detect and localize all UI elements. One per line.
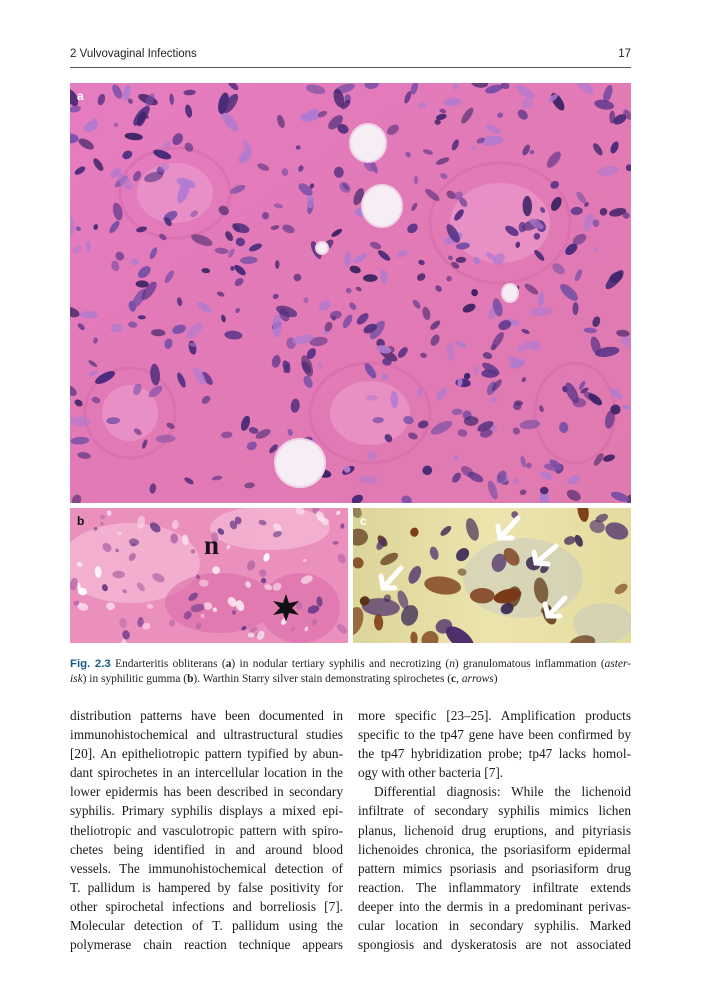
text-line: Molecular detection of T. pallidum using the <box>70 918 343 934</box>
running-header <box>70 46 631 66</box>
panel-c-image <box>353 508 631 643</box>
text-line: ogy with other bacteria [7]. <box>358 765 504 781</box>
text-line: T. pallidum is hampered by false positivity for <box>70 879 343 895</box>
text-line: distribution patterns have been documented in <box>70 708 343 723</box>
header-rule <box>70 67 631 68</box>
text-line: reaction. The inflammatory infiltrate extends <box>358 879 631 895</box>
panel-a-micrograph <box>70 83 631 503</box>
left-text-column <box>70 706 343 954</box>
panel-c-letter: c <box>360 514 367 528</box>
caption-line-1: Fig. 2.3 Endarteritis obliterans (a) in nodular tertiary syphilis and necrotizing (n) granulomatous inflammation (aster- <box>70 658 631 670</box>
panel-b-micrograph <box>70 508 348 643</box>
text-line: chetes being identified in and around blood <box>70 841 343 857</box>
text-line: theliotropic and vasculotropic pattern with spiro- <box>70 822 343 838</box>
panel-b-letter: b <box>77 514 85 528</box>
necrosis-marker-n: n <box>204 530 220 560</box>
text-line: spongiosis and dyskeratosis are not associated <box>358 937 631 953</box>
page-number: 17 <box>618 48 631 60</box>
text-line: specific to the tp47 gene have been confirmed by <box>358 727 631 743</box>
panel-b-image <box>70 508 348 643</box>
text-line: lower epidermis has been described in secondary <box>70 784 343 800</box>
text-line: the tp47 hybridization probe; tp47 lacks homol- <box>358 746 631 762</box>
panel-c-micrograph <box>353 508 631 643</box>
text-line: deeper into the dermis in a predominant perivas- <box>358 898 631 914</box>
text-line: syphilis. Primary syphilis displays a mixed epi- <box>70 803 343 819</box>
figure-label: Fig. 2.3 <box>70 658 111 670</box>
right-text-column <box>358 706 631 954</box>
text-line: more specific [23–25]. Amplification products <box>358 708 631 723</box>
text-line: dant spirochetes in an intercellular location in the <box>70 765 343 781</box>
text-line: lichenoides chronica, the psoriasiform epidermal <box>358 841 631 857</box>
asterisk-marker-icon <box>272 594 300 622</box>
figure-2-3 <box>70 83 631 643</box>
text-line: planus, lichenoid drug eruptions, and pityriasis <box>358 822 631 838</box>
text-line: immunohistochemical and ultrastructural studies <box>70 727 343 743</box>
text-line: vessels. The immunohistochemical detection of <box>70 860 343 876</box>
caption-line-2: isk) in syphilitic gumma (b). Warthin Starry silver stain demonstrating spirochetes (c, arrows) <box>70 673 498 685</box>
text-line: Differential diagnosis: While the lichenoid <box>374 784 631 800</box>
panel-a-image <box>70 83 631 503</box>
figure-caption <box>70 657 631 687</box>
text-line: other spirochetal infections and borreliosis [7]. <box>70 898 343 914</box>
text-line: pattern mimics psoriasis and psoriasiform drug <box>358 860 631 876</box>
text-line: cular location in secondary syphilis. Marked <box>358 918 631 934</box>
text-line: infiltrate of secondary syphilis mimics lichen <box>358 803 631 819</box>
text-line: [20]. An epitheliotropic pattern typified by abun- <box>70 746 343 762</box>
text-line: polymerase chain reaction technique appears <box>70 937 343 953</box>
chapter-title: 2 Vulvovaginal Infections <box>70 48 197 60</box>
panel-a-letter: a <box>77 89 84 103</box>
